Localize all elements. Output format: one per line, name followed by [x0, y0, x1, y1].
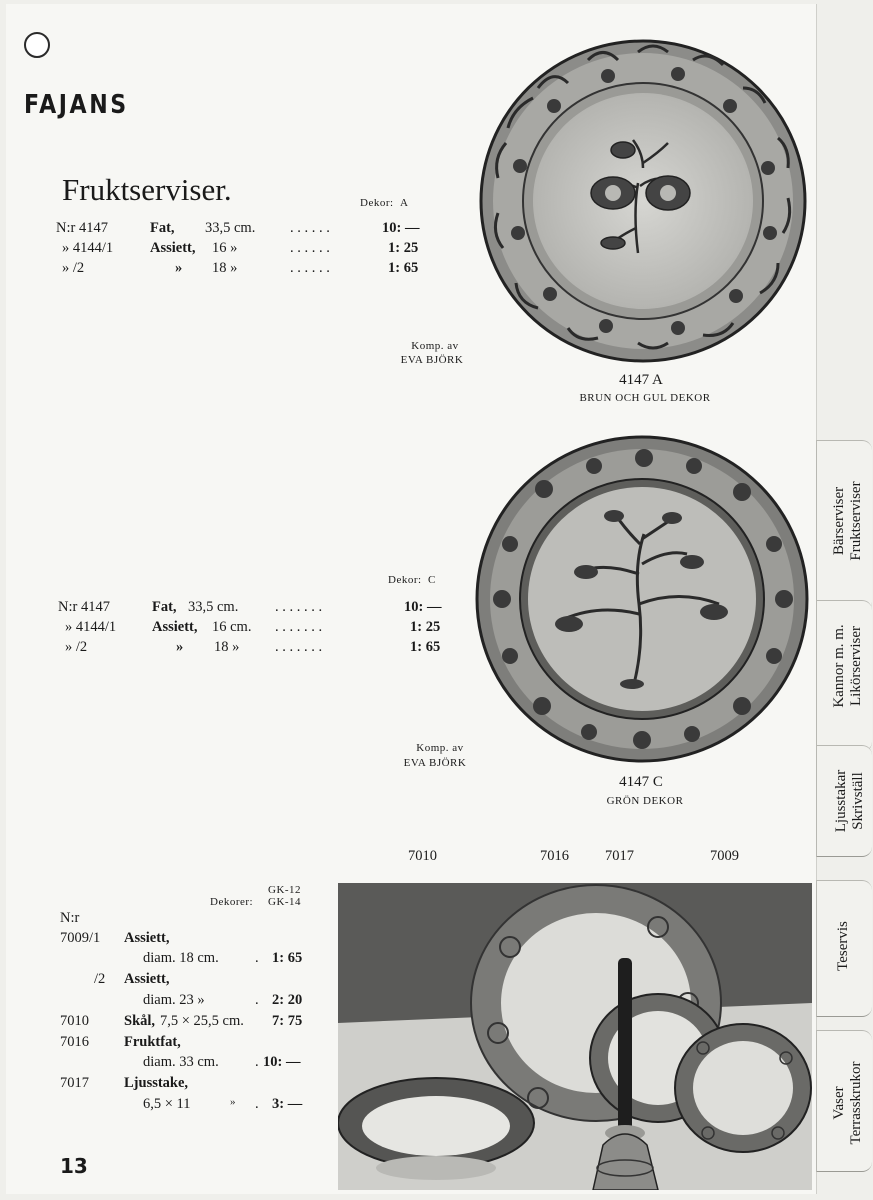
list-item-price: 1: 65	[410, 639, 441, 655]
plate-a-image	[478, 38, 808, 364]
komp-label-c: Komp. av	[416, 742, 464, 754]
photo-number: 7016	[540, 848, 569, 864]
photo-number: 7010	[408, 848, 437, 864]
list-item-detail: diam. 18 cm.	[143, 950, 219, 966]
caption-number-c: 4147 C	[619, 774, 663, 790]
dekor-label-a: Dekor: A	[360, 197, 409, 209]
list-item-nr: » /2	[65, 639, 88, 655]
tab-kannor[interactable]	[816, 600, 872, 752]
list-item-nr: » /2	[62, 260, 85, 276]
list-item-name: Assiett,	[124, 971, 170, 987]
list-item-ditto: »	[230, 1096, 236, 1108]
index-tabs	[816, 0, 873, 1200]
designer-c: EVA BJÖRK	[403, 757, 467, 769]
list-item-dots: .	[255, 1096, 259, 1112]
tab-label: Teservis	[835, 921, 851, 971]
dekorer-code: GK-12	[268, 884, 302, 896]
list-item-name: Assiett,	[152, 619, 198, 635]
plate-c-image	[474, 434, 810, 764]
tab-barserviser[interactable]	[816, 440, 872, 612]
list-item-price: 1: 65	[388, 260, 419, 276]
list-item-nr: 7009/1	[60, 930, 101, 946]
list-item-price: 7: 75	[272, 1013, 303, 1029]
list-item-size: 18 »	[212, 260, 238, 276]
list-item-dots: . . . . . . .	[275, 619, 323, 635]
list-item-nr: N:r 4147	[58, 599, 110, 615]
list-item-size: 18 »	[214, 639, 240, 655]
list-item-price: 1: 25	[388, 240, 419, 256]
tab-ljusstakar[interactable]	[816, 745, 872, 857]
list-item-price: 3: —	[272, 1096, 303, 1112]
list-item-dots: .	[255, 950, 259, 966]
list-item-dots: .	[255, 1054, 259, 1070]
tab-label: Bärserviser Fruktserviser	[831, 481, 864, 561]
list-item-name: Ljusstake,	[124, 1075, 189, 1091]
punch-hole-icon	[24, 32, 50, 58]
photo-number: 7017	[605, 848, 634, 864]
list-item-price: 2: 20	[272, 992, 303, 1008]
list-item-name: Fat,	[150, 220, 175, 236]
dekorer-label: Dekorer:	[210, 896, 254, 908]
list-item-name: Assiett,	[150, 240, 196, 256]
list-item-dots: . . . . . .	[290, 240, 330, 256]
list-item-nr: » 4144/1	[65, 619, 117, 635]
dekor-value-c: C	[428, 574, 436, 586]
list-item-nr: » 4144/1	[62, 240, 114, 256]
tab-label: Vaser Terrasskrukor	[831, 1061, 864, 1145]
list-item-name: »	[175, 260, 183, 276]
designer-a: EVA BJÖRK	[400, 354, 464, 366]
tab-label: Kannor m. m. Likörserviser	[831, 624, 864, 708]
list-item-size: 33,5 cm.	[205, 220, 256, 236]
list-item-name: »	[176, 639, 184, 655]
list-item-size: 16 »	[212, 240, 238, 256]
dekor-value-a: A	[400, 197, 409, 209]
list-item-nr: /2	[94, 971, 106, 987]
komp-label-a: Komp. av	[411, 340, 459, 352]
list-item-nr: 7016	[60, 1034, 89, 1050]
list-item-dots: . . . . . . .	[275, 639, 323, 655]
list-item-name: Fruktfat,	[124, 1034, 181, 1050]
tab-label: Ljusstakar Skrivställ	[833, 769, 866, 833]
list-item-price: 10: —	[404, 599, 442, 615]
dekor-label-c: Dekor: C	[388, 574, 436, 586]
list-item-dots: . . . . . . .	[275, 599, 323, 615]
list-item-dots: . . . . . .	[290, 260, 330, 276]
list-item-price: 10: —	[382, 220, 420, 236]
list-item-nr: 7010	[60, 1013, 89, 1029]
list-item-price: 10: —	[263, 1054, 301, 1070]
page-heading: Fruktserviser.	[62, 172, 232, 207]
photo-number: 7009	[710, 848, 739, 864]
tab-teservis[interactable]	[816, 880, 872, 1017]
list-item-detail: diam. 33 cm.	[143, 1054, 219, 1070]
list-item-name: Fat,	[152, 599, 177, 615]
list-item-price: 1: 65	[272, 950, 303, 966]
page-number: 13	[60, 1154, 88, 1178]
list-item-dots: . . . . . .	[290, 220, 330, 236]
caption-text-c: GRÖN DEKOR	[606, 795, 684, 807]
list-item-nr: N:r 4147	[56, 220, 108, 236]
list-item-price: 1: 25	[410, 619, 441, 635]
list-item-dots: .	[255, 992, 259, 1008]
tab-vaser[interactable]	[816, 1030, 872, 1172]
list-item-size: 33,5 cm.	[188, 599, 239, 615]
nr-label: N:r	[60, 910, 80, 926]
list-item-detail: 7,5 × 25,5 cm.	[160, 1013, 244, 1029]
caption-number-a: 4147 A	[619, 372, 663, 388]
list-item-size: 16 cm.	[212, 619, 252, 635]
caption-text-a: BRUN OCH GUL DEKOR	[579, 392, 711, 404]
list-item-detail: diam. 23 »	[143, 992, 205, 1008]
list-item-name: Assiett,	[124, 930, 170, 946]
list-item-name: Skål,	[124, 1013, 156, 1029]
list-item-detail: 6,5 × 11	[143, 1096, 191, 1112]
section-title: FAJANS	[24, 90, 129, 120]
list-item-nr: 7017	[60, 1075, 89, 1091]
dekorer-code: GK-14	[268, 896, 302, 908]
tableware-photo	[338, 883, 812, 1190]
